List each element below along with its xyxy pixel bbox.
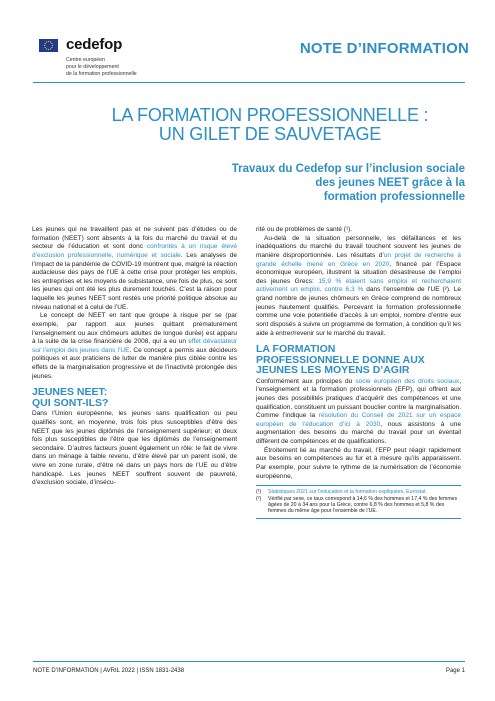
logo-tagline: Centre européen pour le développement de la formation professionnelle xyxy=(66,57,137,77)
vet-paragraph: Conformément aux principes du socle européen des droits sociaux, l’enseignement et la formation professionnels (EFP), qui offrent aux jeunes des possibilités pratiques d’acquérir des compétences et une qualification, constituent un puissant bouclier contre la marginalisation. Comme l’indique la résolution du Conseil de 2021 sur un espace européen de l’éducation d’ici à 2030, nous assistons à une augmentation des besoins du marché du travail pour un éventail différent de compétences et de qualifications. xyxy=(256,377,461,445)
greece-paragraph: Au-delà de la situation personnelle, les défaillances et les inadéquations du marché du travail touchent souvent les jeunes de manière disproportionnée. Les résultats d’un projet de recherche à grande échelle mené en Grèce en 2020, financé par l’Espace économique européen, illustrent la situation désastreuse de l’emploi des jeunes Grecs: 15,9 % étaient sans emploi et recherchaient activement un emploi, contre 6,3 % dans l’ensemble de l’UE (²). Le grand nombre de jeunes chômeurs en Grèce comprend de nombreux jeunes hautement qualifiés. Percevant la formation professionnelle comme une voie potentielle d’accès à un emploi, nombre d’entre eux sont disposés à suivre un programme de formation, à condition qu’il les aide à entrer/revenir sur le marché du travail. xyxy=(256,234,462,337)
right-column xyxy=(256,226,461,519)
footnote-link[interactable]: Statistiques 2021 sur l’éducation et la formation expliquées, Eurostat. xyxy=(268,489,427,496)
footer-divider xyxy=(33,661,465,662)
footnote-end-divider xyxy=(256,518,461,519)
exclusion-risk-link[interactable]: confrontés à un risque élevé d’exclusion professionnelle, numérique et sociale xyxy=(32,243,237,259)
page-title: LA FORMATION PROFESSIONNELLE : UN GILET DE SAUVETAGE xyxy=(111,105,429,144)
section-heading-neet: JEUNES NEET: QUI SONT-ILS? xyxy=(32,386,109,409)
footnote-divider xyxy=(256,485,461,486)
intro-paragraph: Les jeunes qui ne travaillent pas et ne suivent pas d’études ou de formation (NEET) sont absents à la fois du marché du travail et du secteur de l’éducation et sont donc confrontés à un risque élevé d’exclusion professionnelle, numérique et sociale. Les analyses de l’impact de la pandémie de COVID-19 montrent que, malgré la réaction audacieuse des pays de l’UE à cette crise pour protéger les emplois, les entreprises et les moyens de subsistance, une fois de plus, ce sont les jeunes qui ont été les plus durement touchés. C’est la raison pour laquelle les jeunes NEET sont restés une priorité politique absolue au niveau national et à celui de l’UE. xyxy=(32,226,237,311)
footnote: (¹) Statistiques 2021 sur l’éducation et la formation expliquées, Eurostat. xyxy=(256,489,461,495)
council-resolution-link[interactable]: résolution du Conseil de 2021 sur un espace européen de l’éducation d’ici à 2030 xyxy=(256,412,461,428)
social-rights-link[interactable]: socle européen des droits sociaux xyxy=(355,377,460,385)
continuation-paragraph: rité ou de problèmes de santé (¹). xyxy=(256,226,353,233)
header-divider xyxy=(33,82,465,83)
footer-info: NOTE D’INFORMATION | AVRIL 2022 | ISSN 1831-2438 xyxy=(33,668,185,674)
unemployment-stat-link[interactable]: 15,9 % étaient sans emploi et recherchaient activement un emploi, contre 6,3 % xyxy=(256,277,461,294)
page-subtitle: Travaux du Cedefop sur l’inclusion sociale des jeunes NEET grâce à la formation professionnelle xyxy=(231,163,465,203)
footnote: (²) Vérifié par sexe, ce taux correspond à 14,6 % des hommes et 17,4 % des femmes âgées de 20 à 34 ans pour la Grèce, contre 6,8 % des hommes et 5,8 % des femmes du même âge pour l’ensemble de l’UE. xyxy=(256,495,458,515)
section-heading-vet: LA FORMATION PROFESSIONNELLE DONNE AUX JEUNES LES MOYENS D’AGIR xyxy=(256,343,425,377)
cedefop-logo: cedefop xyxy=(66,36,123,53)
left-column xyxy=(32,226,237,488)
eu-flag-icon xyxy=(39,39,58,52)
youth-employment-link[interactable]: effet dévastateur sur l’emploi des jeunes dans l’UE xyxy=(32,338,237,354)
neet-profile-paragraph: Dans l’Union européenne, les jeunes sans qualification ou peu qualifiés sont, en moyenne, trois fois plus susceptibles d’être des NEET que les jeunes diplômés de l’enseignement supérieur; et deux fois plus susceptibles de l’être que les diplômés de l’enseignement secondaire. D’autres facteurs jouent également un rôle: le fait de vivre dans un ménage à faible revenu, d’être élevé par un parent isolé, de vivre en zone rurale, d’être né dans un pays hors de l’UE ou d’être handicapé. Les jeunes NEET souffrent souvent de pauvreté, d’exclusion sociale, d’insécu- xyxy=(32,410,237,487)
greece-research-link[interactable]: un projet de recherche à grande échelle mené en Grèce en 2020 xyxy=(256,251,462,268)
page-number: Page 1 xyxy=(445,668,465,674)
document-type-label: NOTE D’INFORMATION xyxy=(299,40,469,57)
labour-market-paragraph: Étroitement lié au marché du travail, l’EFP peut réagir rapidement aux besoins en compétences au fur et à mesure qu’ils apparaissent. Par exemple, pour suivre le rythme de la numérisation de l’économie européenne, xyxy=(256,446,461,480)
concept-paragraph: Le concept de NEET en tant que groupe à risque per se (par exemple, par rapport aux jeunes quittant prématurément l’enseignement ou aux chômeurs adultes de longue durée) est apparu à la suite de la crise financière de 2008, qui a eu un effet dévastateur sur l’emploi des jeunes dans l’UE. Ce concept a permis aux décideurs politiques et aux praticiens de lutter de manière plus ciblée contre les effets de la marginalisation progressive et de l’inactivité prolongée des jeunes. xyxy=(32,312,237,380)
